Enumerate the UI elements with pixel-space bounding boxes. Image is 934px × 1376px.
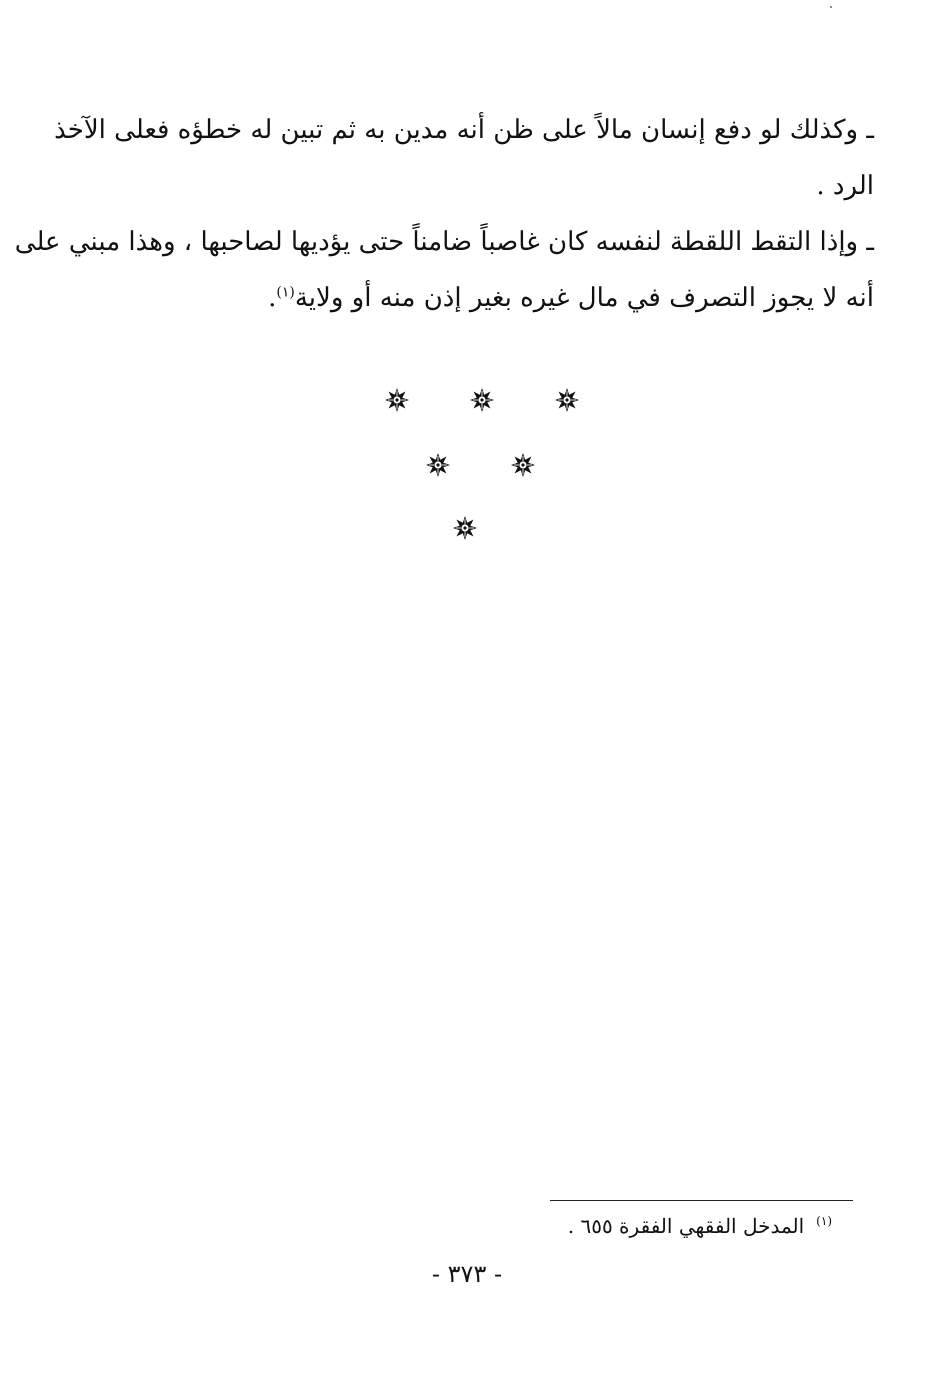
eight-pointed-star-icon <box>425 452 451 478</box>
paragraph-line-3: ـ وإذا التقط اللقطة لنفسه كان غاصباً ضامناً حتى يؤديها لصاحبها ، وهذا مبني على <box>14 227 874 257</box>
paragraph-line-1: ـ وكذلك لو دفع إنسان مالاً على ظن أنه مدين به ثم تبين له خطؤه فعلى الآخذ <box>54 115 874 145</box>
footnote <box>300 1208 832 1244</box>
eight-pointed-star-icon <box>469 387 495 413</box>
ornament-row-1 <box>0 387 934 423</box>
paragraph-line-4-end: . <box>268 283 277 313</box>
scan-speck <box>830 6 832 8</box>
ornament-row-3 <box>0 515 934 551</box>
paragraph-line-4-text: أنه لا يجوز التصرف في مال غيره بغير إذن منه أو ولاية <box>294 283 874 313</box>
eight-pointed-star-icon <box>452 515 478 541</box>
footnote-text: المدخل الفقهي الفقرة ٦٥٥ . <box>567 1214 805 1238</box>
footnote-marker: (١) <box>816 1214 832 1229</box>
page-number: - ٣٧٣ - <box>431 1260 503 1288</box>
footnote-separator <box>550 1200 853 1201</box>
body-text <box>14 102 874 326</box>
paragraph-line-4 <box>88 270 874 326</box>
footnote-reference: (١) <box>276 284 295 301</box>
eight-pointed-star-icon <box>554 387 580 413</box>
eight-pointed-star-icon <box>384 387 410 413</box>
ornament-row-2 <box>0 452 934 488</box>
paragraph-line-2: الرد . <box>816 171 874 201</box>
eight-pointed-star-icon <box>510 452 536 478</box>
